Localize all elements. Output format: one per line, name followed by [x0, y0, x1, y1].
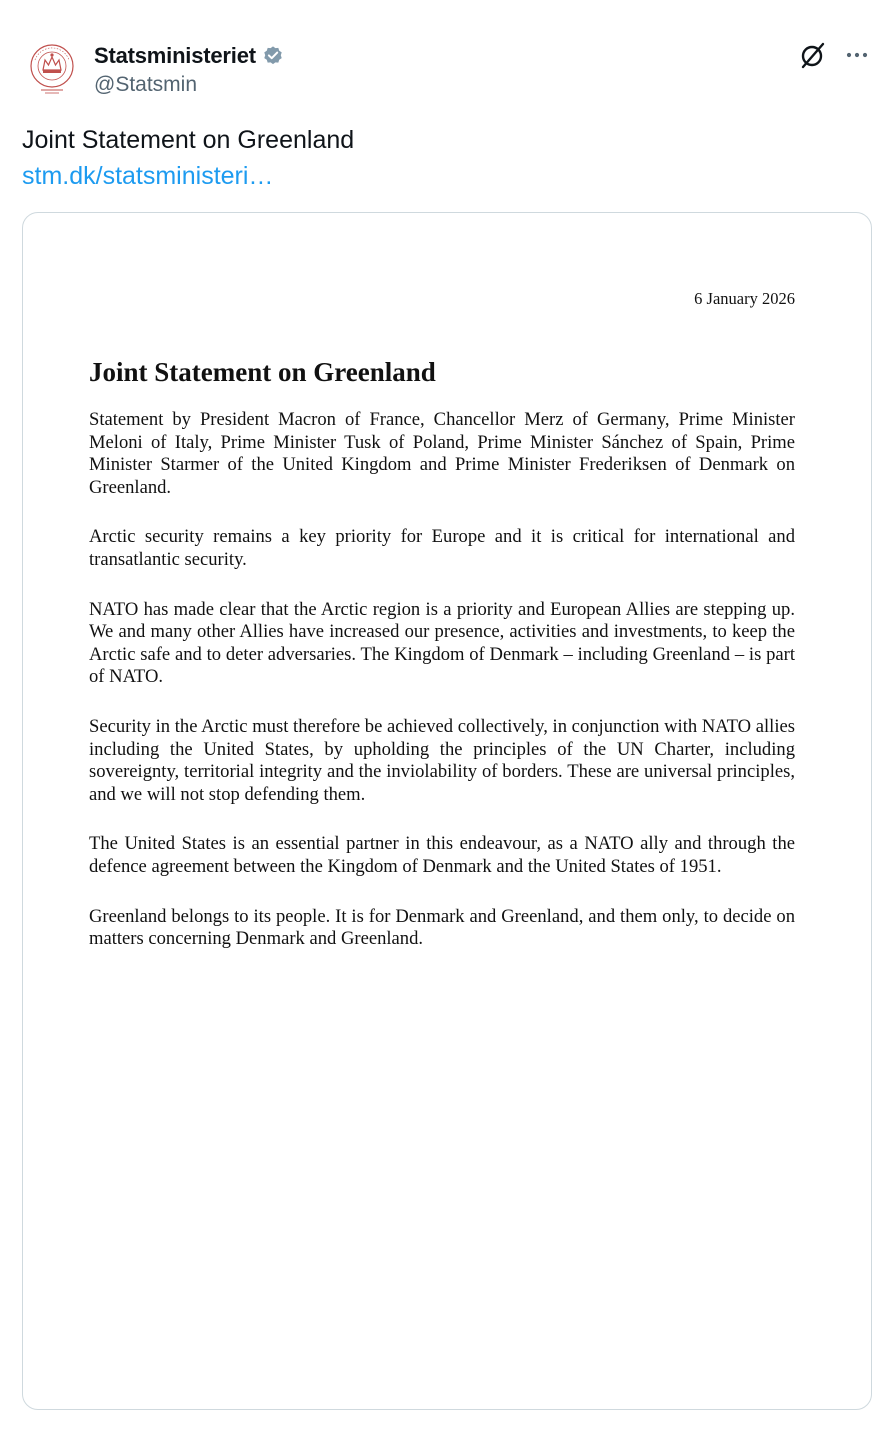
grok-button[interactable] — [798, 40, 828, 70]
document-paragraph: Security in the Arctic must therefore be achieved collectively, in conjunction with NATO allies including the United States, by upholding the principles of the UN Charter, including sovereignty, territorial integrity and the inviolability of borders. These are universal principles, and we will not stop defending them. — [89, 715, 795, 805]
more-options-icon — [844, 42, 870, 68]
document-date: 6 January 2026 — [694, 289, 795, 308]
author-display-name[interactable]: Statsministeriet — [94, 43, 256, 68]
author-name-row — [94, 42, 284, 70]
document-body — [89, 409, 795, 978]
tweet-top-actions — [798, 40, 872, 70]
author-handle[interactable]: @Statsmin — [94, 73, 198, 96]
document-paragraph: Arctic security remains a key priority for Europe and it is critical for international and transatlantic security. — [89, 526, 795, 570]
avatar[interactable] — [24, 40, 80, 96]
more-options-button[interactable] — [842, 40, 872, 70]
tweet-link[interactable]: stm.dk/statsministeri… — [22, 162, 274, 190]
document-paragraph: NATO has made clear that the Arctic region is a priority and European Allies are stepping up. We and many other Allies have increased our presence, activities and investments, to keep the Arctic safe and to deter adversaries. The Kingdom of Denmark – including Greenland – is part of NATO. — [89, 598, 795, 688]
royal-crown-seal-icon — [27, 40, 77, 96]
document-paragraph: The United States is an essential partner in this endeavour, as a NATO ally and through the defence agreement between the Kingdom of Denmark and the United States of 1951. — [89, 833, 795, 877]
document-title: Joint Statement on Greenland — [89, 357, 436, 387]
document-paragraph: Statement by President Macron of France, Chancellor Merz of Germany, Prime Minister Meloni of Italy, Prime Minister Tusk of Poland, Prime Minister Sánchez of Spain, Prime Minister Starmer of the United Kingdom and Prime Minister Frederiksen of Denmark on Greenland. — [89, 409, 795, 498]
grok-icon — [799, 41, 827, 69]
verified-badge-icon — [262, 45, 284, 67]
tweet-text: Joint Statement on Greenland — [22, 126, 355, 154]
document-paragraph: Greenland belongs to its people. It is for Denmark and Greenland, and them only, to decide on matters concerning Denmark and Greenland. — [89, 905, 795, 950]
tweet-media-image[interactable] — [22, 212, 872, 1410]
tweet-author — [94, 42, 284, 97]
